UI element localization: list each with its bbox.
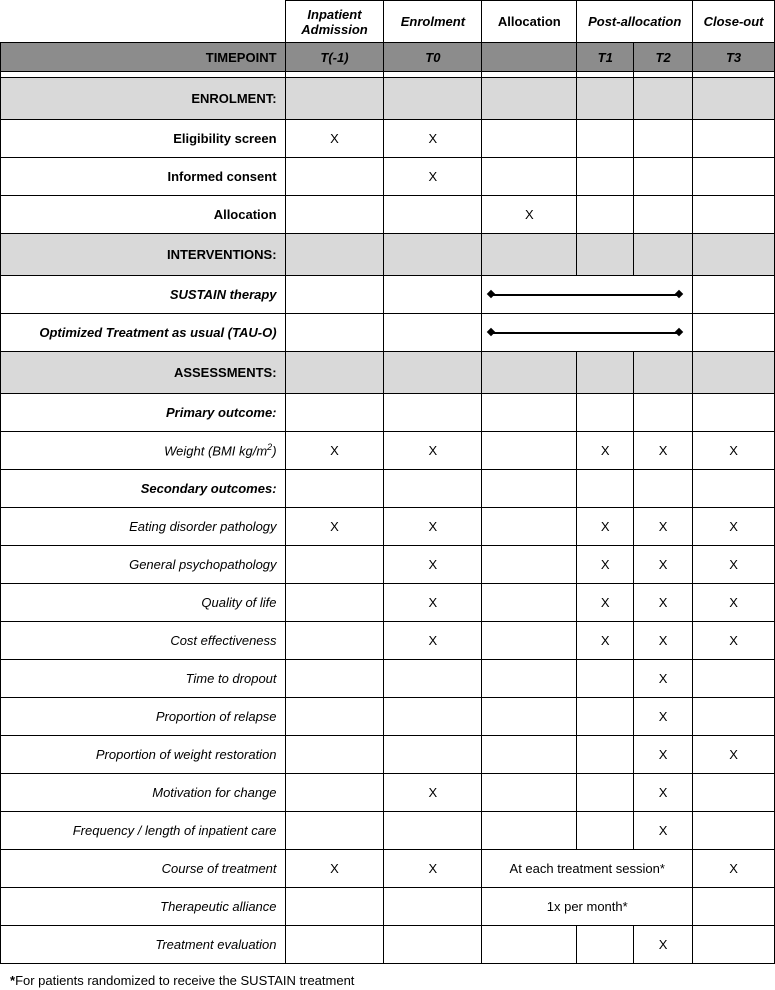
cell: X (634, 660, 693, 698)
cell: X (577, 432, 634, 470)
cell (693, 926, 775, 964)
cell: X (693, 508, 775, 546)
duration-arrow (482, 314, 693, 352)
table-row (1, 926, 775, 964)
cell (384, 736, 482, 774)
intervention-row-sustain (1, 276, 775, 314)
cell (577, 158, 634, 196)
cell: X (577, 622, 634, 660)
section-assessments (1, 352, 775, 394)
cell (482, 508, 577, 546)
cell (482, 546, 577, 584)
cell: X (384, 432, 482, 470)
table-row (1, 432, 775, 470)
header-enrolment: Enrolment (384, 1, 482, 43)
cell (285, 660, 384, 698)
cell: X (577, 546, 634, 584)
cell (577, 698, 634, 736)
cell (285, 926, 384, 964)
column-header-row (1, 1, 775, 43)
table-row (1, 736, 775, 774)
timepoint-row (1, 43, 775, 72)
cell: X (384, 622, 482, 660)
cell (285, 546, 384, 584)
cell (693, 812, 775, 850)
cell (384, 926, 482, 964)
cell (482, 660, 577, 698)
row-label: Proportion of relapse (1, 698, 286, 736)
table-row (1, 120, 775, 158)
cell (384, 812, 482, 850)
cell: X (577, 508, 634, 546)
cell: X (384, 120, 482, 158)
header-allocation: Allocation (482, 1, 577, 43)
cell: X (693, 622, 775, 660)
cell (384, 888, 482, 926)
table-row (1, 584, 775, 622)
span-cell: At each treatment session* (482, 850, 693, 888)
table-row (1, 508, 775, 546)
cell (285, 158, 384, 196)
cell (577, 660, 634, 698)
row-label: Treatment evaluation (1, 926, 286, 964)
row-label: Course of treatment (1, 850, 286, 888)
cell: X (384, 774, 482, 812)
arrow-end-diamond-icon (675, 327, 683, 335)
cell (693, 698, 775, 736)
cell (634, 120, 693, 158)
section-title: ASSESSMENTS: (1, 352, 286, 394)
cell (482, 698, 577, 736)
cell (693, 158, 775, 196)
cell (634, 196, 693, 234)
cell (384, 660, 482, 698)
cell: X (634, 812, 693, 850)
arrow-start-diamond-icon (487, 289, 495, 297)
cell: X (577, 584, 634, 622)
header-post-allocation: Post-allocation (577, 1, 693, 43)
table-row (1, 774, 775, 812)
cell (482, 736, 577, 774)
cell: X (285, 508, 384, 546)
table-row (1, 660, 775, 698)
cell (693, 774, 775, 812)
row-label: Motivation for change (1, 774, 286, 812)
cell (285, 584, 384, 622)
row-label: Time to dropout (1, 660, 286, 698)
cell: X (634, 736, 693, 774)
intervention-row-tau-o (1, 314, 775, 352)
cell (634, 158, 693, 196)
cell (577, 774, 634, 812)
secondary-outcomes-heading-row (1, 470, 775, 508)
table-row (1, 850, 775, 888)
cell: X (285, 432, 384, 470)
cell: X (634, 508, 693, 546)
row-label: General psychopathology (1, 546, 286, 584)
timepoint-label: TIMEPOINT (1, 43, 286, 72)
cell (285, 698, 384, 736)
cell: X (693, 432, 775, 470)
cell (285, 888, 384, 926)
duration-arrow (482, 276, 693, 314)
secondary-outcomes-label: Secondary outcomes: (1, 470, 286, 508)
timepoint-t1: T1 (577, 43, 634, 72)
primary-outcome-heading-row (1, 394, 775, 432)
cell: X (384, 546, 482, 584)
row-label: SUSTAIN therapy (1, 276, 286, 314)
cell: X (693, 850, 775, 888)
cell: X (634, 926, 693, 964)
row-label: Allocation (1, 196, 286, 234)
row-label: Eating disorder pathology (1, 508, 286, 546)
table-row (1, 888, 775, 926)
cell: X (634, 584, 693, 622)
cell (482, 432, 577, 470)
cell: X (482, 196, 577, 234)
table-row (1, 812, 775, 850)
section-enrolment (1, 78, 775, 120)
cell: X (384, 508, 482, 546)
cell: X (634, 774, 693, 812)
row-label: Frequency / length of inpatient care (1, 812, 286, 850)
table-row (1, 622, 775, 660)
span-cell: 1x per month* (482, 888, 693, 926)
cell (693, 888, 775, 926)
arrow-end-diamond-icon (675, 289, 683, 297)
cell (482, 812, 577, 850)
row-label: Therapeutic alliance (1, 888, 286, 926)
timepoint-t0: T0 (384, 43, 482, 72)
section-title: ENROLMENT: (1, 78, 286, 120)
row-label-weight: Weight (BMI $kg/m^2$) (1, 432, 286, 470)
cell: X (693, 546, 775, 584)
timepoint-t2: T2 (634, 43, 693, 72)
cell: X (285, 120, 384, 158)
row-label: Informed consent (1, 158, 286, 196)
section-interventions (1, 234, 775, 276)
cell: X (634, 432, 693, 470)
timepoint-allocation-empty (482, 43, 577, 72)
cell (482, 622, 577, 660)
cell: X (384, 850, 482, 888)
cell (693, 660, 775, 698)
cell: X (693, 736, 775, 774)
table-row (1, 698, 775, 736)
cell (482, 158, 577, 196)
row-label: Optimized Treatment as usual (TAU-O) (1, 314, 286, 352)
header-blank (1, 1, 286, 43)
cell (285, 774, 384, 812)
timepoint-t-minus1: T(-1) (285, 43, 384, 72)
cell (482, 926, 577, 964)
cell (693, 196, 775, 234)
arrow-start-diamond-icon (487, 327, 495, 335)
table-row (1, 196, 775, 234)
cell (482, 584, 577, 622)
cell (577, 196, 634, 234)
cell: X (384, 158, 482, 196)
table-row (1, 546, 775, 584)
primary-outcome-label: Primary outcome: (1, 394, 286, 432)
timepoint-t3: T3 (693, 43, 775, 72)
cell: X (384, 584, 482, 622)
header-close-out: Close-out (693, 1, 775, 43)
row-label: Quality of life (1, 584, 286, 622)
cell (285, 736, 384, 774)
cell (693, 120, 775, 158)
cell (285, 812, 384, 850)
cell: X (693, 584, 775, 622)
cell (577, 736, 634, 774)
cell (285, 196, 384, 234)
cell (384, 698, 482, 736)
row-label: Proportion of weight restoration (1, 736, 286, 774)
header-inpatient-admission: Inpatient Admission (285, 1, 384, 43)
table-row (1, 158, 775, 196)
cell: X (634, 698, 693, 736)
row-label: Eligibility screen (1, 120, 286, 158)
cell: X (634, 546, 693, 584)
cell (577, 926, 634, 964)
cell (482, 120, 577, 158)
cell (482, 774, 577, 812)
cell: X (285, 850, 384, 888)
cell (577, 812, 634, 850)
cell: X (634, 622, 693, 660)
section-title: INTERVENTIONS: (1, 234, 286, 276)
row-label: Cost effectiveness (1, 622, 286, 660)
cell (384, 196, 482, 234)
cell (285, 622, 384, 660)
footnote: *For patients randomized to receive the SUSTAIN treatment (10, 973, 355, 988)
cell (577, 120, 634, 158)
